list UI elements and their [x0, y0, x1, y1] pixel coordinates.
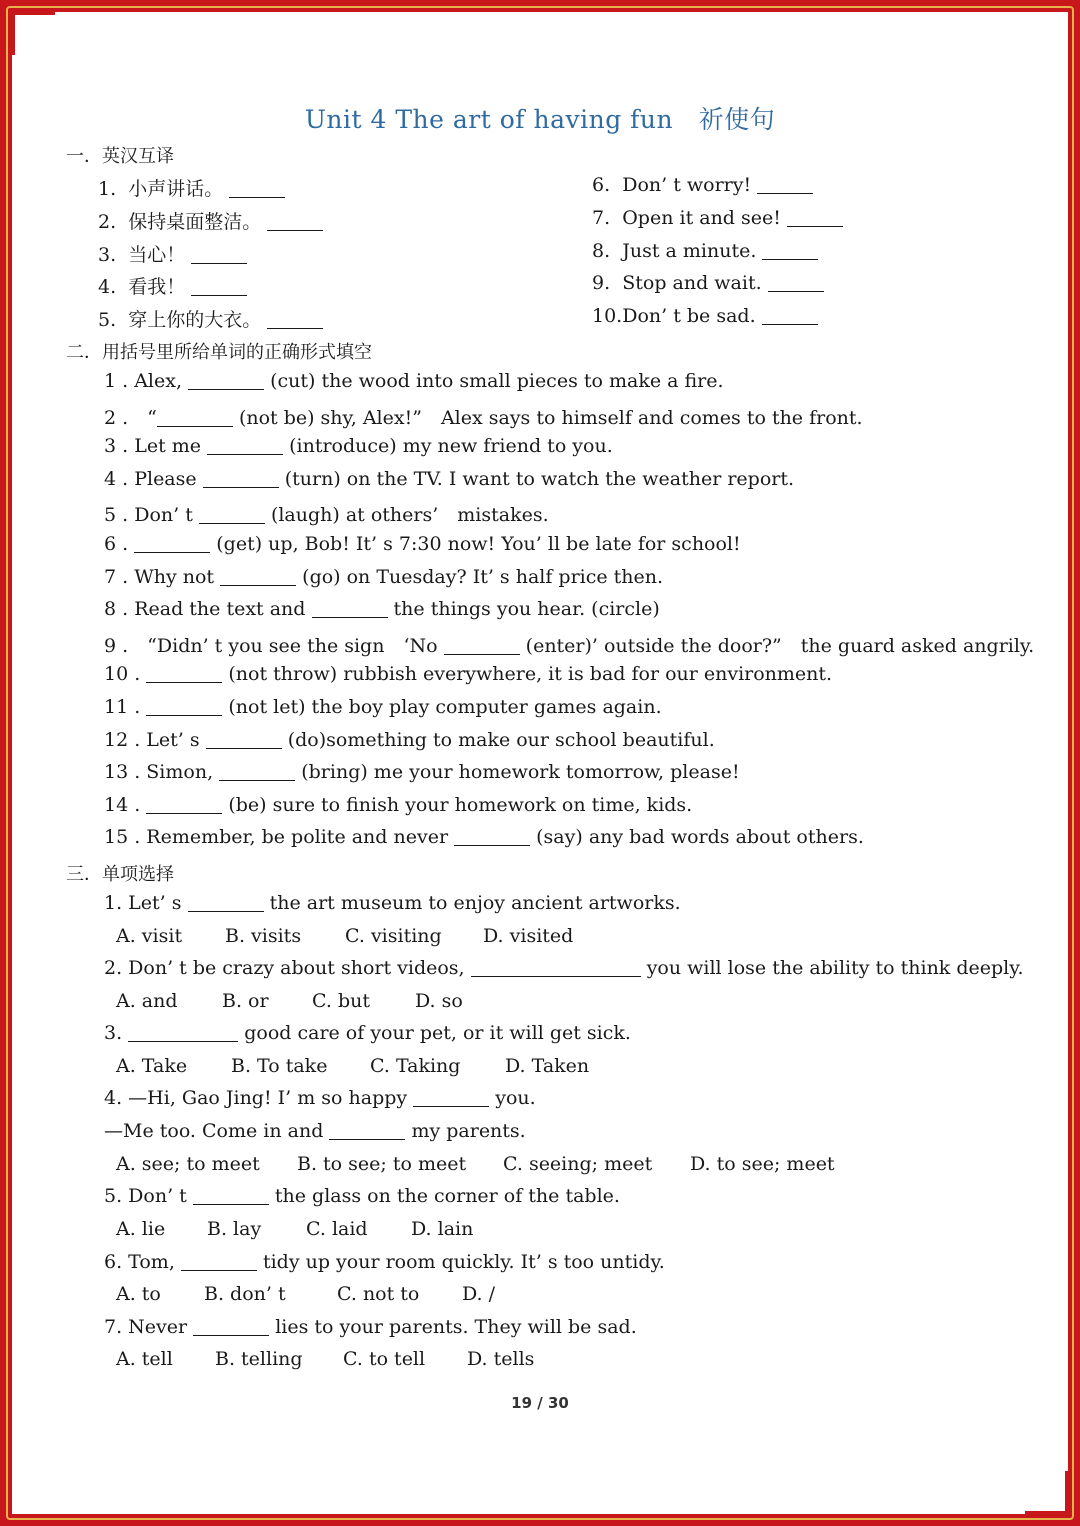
question-text: you. — [495, 1087, 536, 1109]
answer-blank[interactable] — [181, 1251, 257, 1271]
choice-option-d[interactable]: D. / — [462, 1283, 496, 1305]
answer-blank[interactable] — [220, 566, 296, 586]
fill-in-item — [104, 566, 663, 588]
question-text: (introduce) my new friend to you. — [289, 435, 613, 457]
translation-item — [98, 240, 247, 267]
fill-in-item — [104, 794, 692, 816]
fill-in-item — [104, 826, 864, 848]
item-text: 保持桌面整洁。 — [128, 211, 262, 233]
question-text: 1 . Alex, — [104, 370, 183, 392]
answer-blank[interactable] — [762, 240, 818, 260]
question-text: (not throw) rubbish everywhere, it is bad for our environment. — [228, 663, 833, 685]
answer-blank[interactable] — [193, 1185, 269, 1205]
question-text: 6 . — [104, 533, 129, 555]
fill-in-item — [104, 663, 832, 685]
choice-question-continued — [104, 1120, 526, 1142]
question-text: 15 . Remember, be polite and never — [104, 826, 449, 848]
fill-in-item — [104, 631, 1034, 658]
item-text: Stop and wait. — [622, 272, 762, 294]
answer-blank[interactable] — [206, 729, 282, 749]
choice-option-b[interactable]: B. lay — [207, 1218, 262, 1240]
question-text: 2 . “ — [104, 407, 157, 429]
answer-blank[interactable] — [191, 244, 247, 264]
choice-option-a[interactable]: A. to — [116, 1283, 161, 1305]
translation-item — [592, 240, 818, 262]
question-text: 11 . — [104, 696, 141, 718]
choice-option-c[interactable]: C. not to — [337, 1283, 420, 1305]
item-text: 小声讲话。 — [128, 178, 224, 200]
question-text: 7. Never — [104, 1316, 188, 1338]
question-text: 5. Don’ t — [104, 1185, 187, 1207]
translation-item — [98, 272, 247, 299]
choice-option-c[interactable]: C. laid — [306, 1218, 368, 1240]
choice-option-b[interactable]: B. or — [222, 990, 269, 1012]
choice-option-c[interactable]: C. Taking — [370, 1055, 461, 1077]
question-text: (go) on Tuesday? It’ s half price then. — [302, 566, 664, 588]
question-text: the art museum to enjoy ancient artworks. — [269, 892, 681, 914]
item-text: 当心！ — [128, 244, 186, 266]
question-text: (bring) me your homework tomorrow, please! — [301, 761, 740, 783]
question-text: good care of your pet, or it will get sick. — [244, 1022, 631, 1044]
translation-item — [98, 174, 285, 201]
choice-question — [104, 1185, 620, 1207]
item-text: 看我！ — [128, 276, 186, 298]
question-text: 6. Tom, — [104, 1251, 175, 1273]
choice-option-b[interactable]: B. to see; to meet — [297, 1153, 467, 1175]
question-text: you will lose the ability to think deeply. — [646, 957, 1024, 979]
item-text: Open it and see! — [622, 207, 781, 229]
question-text: (cut) the wood into small pieces to make a fire. — [270, 370, 724, 392]
choice-question — [104, 957, 1024, 979]
question-text: tidy up your room quickly. It’ s too untidy. — [262, 1251, 665, 1273]
item-number: 2. — [98, 211, 117, 233]
question-text: 8 . Read the text and — [104, 598, 306, 620]
answer-blank[interactable] — [188, 370, 264, 390]
choice-question — [104, 1022, 631, 1044]
choice-question — [104, 1316, 637, 1338]
fill-in-item — [104, 696, 662, 718]
question-text: (get) up, Bob! It’ s 7:30 now! You’ ll be late for school! — [216, 533, 741, 555]
question-text: (do)something to make our school beautiful. — [287, 729, 715, 751]
section-heading-1: 一．英汉互译 — [66, 146, 174, 167]
answer-blank[interactable] — [191, 276, 247, 296]
choice-option-a[interactable]: A. lie — [116, 1218, 166, 1240]
choice-option-c[interactable]: C. visiting — [345, 925, 442, 947]
translation-item — [592, 207, 843, 229]
item-text: 穿上你的大衣。 — [128, 309, 262, 331]
question-text: (not let) the boy play computer games again. — [228, 696, 662, 718]
answer-blank[interactable] — [267, 211, 323, 231]
section-heading-2: 二．用括号里所给单词的正确形式填空 — [66, 342, 372, 363]
answer-blank[interactable] — [229, 178, 285, 198]
question-text: 3 . Let me — [104, 435, 202, 457]
fill-in-item — [104, 761, 740, 783]
answer-blank[interactable] — [203, 468, 279, 488]
answer-blank[interactable] — [267, 309, 323, 329]
item-number: 10. — [592, 305, 623, 327]
translation-item — [592, 305, 818, 327]
choice-question — [104, 1087, 536, 1109]
choice-question — [104, 892, 681, 914]
question-text: —Me too. Come in and — [104, 1120, 324, 1142]
item-number: 8. — [592, 240, 611, 262]
corner-ornament — [12, 12, 55, 55]
choice-option-b[interactable]: B. To take — [231, 1055, 328, 1077]
question-text: lies to your parents. They will be sad. — [275, 1316, 637, 1338]
item-number: 1. — [98, 178, 117, 200]
choice-option-c[interactable]: C. seeing; meet — [503, 1153, 653, 1175]
fill-in-item — [104, 500, 549, 527]
translation-item — [592, 272, 824, 294]
question-text: 12 . Let’ s — [104, 729, 200, 751]
choice-option-a[interactable]: A. Take — [116, 1055, 188, 1077]
choice-option-d[interactable]: D. so — [415, 990, 463, 1012]
answer-blank[interactable] — [193, 1316, 269, 1336]
choice-option-d[interactable]: D. tells — [467, 1348, 535, 1370]
item-number: 4. — [98, 276, 117, 298]
answer-blank[interactable] — [454, 826, 530, 846]
answer-blank[interactable] — [219, 761, 295, 781]
choice-option-b[interactable]: B. don’ t — [204, 1283, 286, 1305]
fill-in-item — [104, 435, 613, 457]
question-text: (enter)’ outside the door?” the guard asked angrily. — [525, 635, 1035, 657]
answer-blank[interactable] — [128, 1022, 238, 1042]
question-text: 9 . “Didn’ t you see the sign ‘No — [104, 635, 438, 657]
choice-option-d[interactable]: D. to see; meet — [690, 1153, 835, 1175]
answer-blank[interactable] — [762, 305, 818, 325]
question-text: 3. — [104, 1022, 123, 1044]
fill-in-item — [104, 468, 794, 490]
question-text: 2. Don’ t be crazy about short videos, — [104, 957, 465, 979]
answer-blank[interactable] — [413, 1087, 489, 1107]
choice-option-c[interactable]: C. but — [312, 990, 370, 1012]
translation-item — [592, 174, 813, 196]
choice-option-a[interactable]: A. see; to meet — [116, 1153, 260, 1175]
choice-option-d[interactable]: D. Taken — [505, 1055, 590, 1077]
choice-option-a[interactable]: A. tell — [116, 1348, 173, 1370]
question-text: 4 . Please — [104, 468, 197, 490]
question-text: (say) any bad words about others. — [536, 826, 864, 848]
answer-blank[interactable] — [157, 407, 233, 427]
fill-in-item — [104, 729, 715, 751]
question-text: (turn) on the TV. I want to watch the weather report. — [284, 468, 795, 490]
page-number: 19 / 30 — [511, 1394, 569, 1412]
fill-in-item — [104, 370, 724, 392]
item-number: 7. — [592, 207, 611, 229]
question-text: 1. Let’ s — [104, 892, 182, 914]
fill-in-item — [104, 533, 741, 555]
answer-blank[interactable] — [146, 663, 222, 683]
item-text: Just a minute. — [622, 240, 757, 262]
question-text: 10 . — [104, 663, 141, 685]
question-text: my parents. — [411, 1120, 526, 1142]
item-number: 6. — [592, 174, 611, 196]
item-number: 3. — [98, 244, 117, 266]
item-number: 5. — [98, 309, 117, 331]
question-text: the things you hear. (circle) — [393, 598, 660, 620]
choice-question — [104, 1251, 665, 1273]
question-text: 5 . Don’ t — [104, 504, 193, 526]
item-text: Don’ t worry! — [622, 174, 752, 196]
choice-option-a[interactable]: A. and — [116, 990, 178, 1012]
answer-blank[interactable] — [329, 1120, 405, 1140]
question-text: 14 . — [104, 794, 141, 816]
choice-option-d[interactable]: D. lain — [411, 1218, 474, 1240]
answer-blank[interactable] — [444, 635, 520, 655]
question-text: (not be) shy, Alex!” Alex says to himself and comes to the front. — [238, 407, 863, 429]
question-text: 7 . Why not — [104, 566, 215, 588]
choice-option-b[interactable]: B. telling — [215, 1348, 303, 1370]
fill-in-item — [104, 403, 863, 430]
answer-blank[interactable] — [146, 794, 222, 814]
choice-option-c[interactable]: C. to tell — [343, 1348, 426, 1370]
translation-item — [98, 207, 323, 234]
answer-blank[interactable] — [768, 272, 824, 292]
corner-ornament — [1025, 1471, 1068, 1514]
translation-item — [98, 305, 323, 332]
answer-blank[interactable] — [471, 957, 641, 977]
fill-in-item — [104, 598, 660, 620]
answer-blank[interactable] — [146, 696, 222, 716]
answer-blank[interactable] — [199, 504, 265, 524]
page-title: Unit 4 The art of having fun 祈使句 — [304, 105, 776, 134]
question-text: the glass on the corner of the table. — [274, 1185, 620, 1207]
choice-option-a[interactable]: A. visit — [116, 925, 183, 947]
answer-blank[interactable] — [207, 435, 283, 455]
item-number: 9. — [592, 272, 611, 294]
question-text: 4. —Hi, Gao Jing! I’ m so happy — [104, 1087, 408, 1109]
answer-blank[interactable] — [188, 892, 264, 912]
choice-option-d[interactable]: D. visited — [483, 925, 574, 947]
choice-option-b[interactable]: B. visits — [225, 925, 302, 947]
answer-blank[interactable] — [787, 207, 843, 227]
question-text: 13 . Simon, — [104, 761, 214, 783]
answer-blank[interactable] — [134, 533, 210, 553]
question-text: (laugh) at others’ mistakes. — [270, 504, 549, 526]
item-text: Don’ t be sad. — [622, 305, 756, 327]
answer-blank[interactable] — [312, 598, 388, 618]
question-text: (be) sure to finish your homework on time, kids. — [228, 794, 693, 816]
section-heading-3: 三．单项选择 — [66, 864, 174, 885]
answer-blank[interactable] — [757, 174, 813, 194]
